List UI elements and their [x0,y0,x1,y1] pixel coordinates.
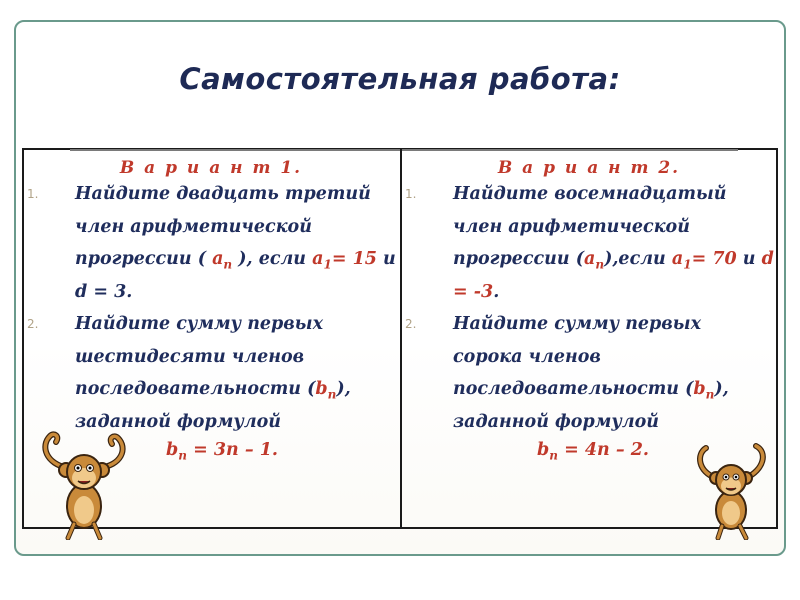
task-text: и [376,249,396,269]
task-text: ), заданной формулой [453,379,729,432]
list-number: 2. [27,317,39,331]
sequence-subscript: n [327,387,337,402]
difference-value: d = 3. [75,281,133,302]
task-text: ), заданной формулой [75,379,351,432]
monkey-left-icon [38,428,130,540]
variant-1-task-1 [27,178,398,308]
formula-subscript: n [549,448,559,463]
variant-2-task-1 [405,178,775,308]
first-term-value: = 15 [331,249,377,269]
difference-value: d = -3 [453,249,774,302]
sequence-subscript: n [595,257,605,272]
list-number: 1. [27,187,39,201]
sequence-symbol: b [315,379,328,399]
variant-2-heading: В а р и а н т 2. [497,158,681,178]
variant-1-column [24,150,398,463]
sequence-subscript: n [223,257,233,272]
sequence-subscript: n [705,387,715,402]
column-divider [400,149,402,528]
sequence-symbol: a [583,249,596,269]
task-text: Найдите сумму первых сорока членов последовательности ( [453,314,702,399]
task-text: Найдите восемнадцатый член арифметической прогрессии ( [453,184,727,269]
list-number: 2. [405,317,417,331]
task-text: Найдите двадцать третий член арифметической прогрессии ( [75,184,371,269]
task-text: и [736,249,762,269]
page-title: Самостоятельная работа: [179,62,621,96]
list-number: 1. [405,187,417,201]
formula-symbol: b [166,440,179,460]
first-term-symbol: a [312,249,324,269]
variant-1-heading: В а р и а н т 1. [119,158,303,178]
task-text: ), если [232,249,313,269]
sequence-symbol: b [693,379,706,399]
task-text: . [493,281,500,302]
variant-1-task-2 [27,308,398,438]
sequence-symbol: a [212,249,224,269]
formula-rest: = 4n – 2. [558,440,649,460]
formula-symbol: b [537,440,550,460]
task-text: Найдите сумму первых шестидесяти членов последовательности ( [75,314,324,399]
monkey-right-icon [692,440,770,540]
variant-2-task-2 [405,308,775,438]
first-term-subscript: 1 [323,257,332,272]
variant-2-column [403,150,775,463]
formula-subscript: n [178,448,188,463]
first-term-subscript: 1 [683,257,692,272]
first-term-value: = 70 [691,249,737,269]
task-text: ),если [604,249,672,269]
formula-rest: = 3n – 1. [187,440,278,460]
first-term-symbol: a [671,249,684,269]
